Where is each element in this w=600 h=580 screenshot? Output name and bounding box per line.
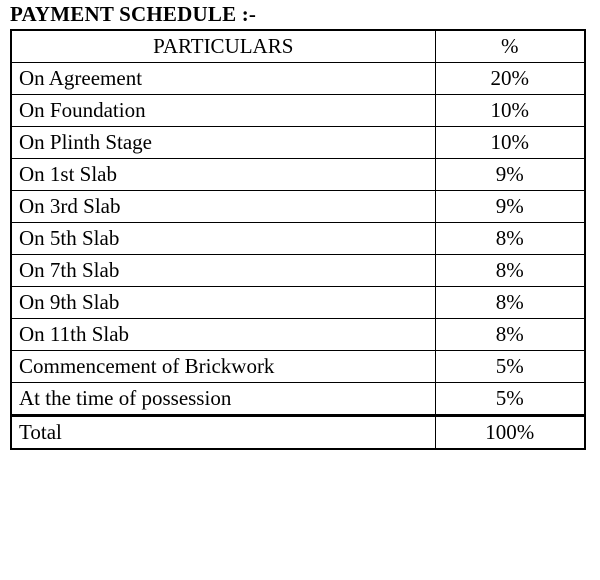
table-total-row: [11, 416, 585, 450]
table-row: [11, 63, 585, 95]
row-particulars: On Plinth Stage: [11, 127, 435, 159]
row-percent: 9%: [435, 159, 585, 191]
row-particulars: On 3rd Slab: [11, 191, 435, 223]
row-particulars: On 11th Slab: [11, 319, 435, 351]
table-body: [11, 30, 585, 449]
row-particulars: On 5th Slab: [11, 223, 435, 255]
row-percent: 5%: [435, 351, 585, 383]
table-row: [11, 191, 585, 223]
row-percent: 8%: [435, 287, 585, 319]
row-particulars: On 9th Slab: [11, 287, 435, 319]
column-header-particulars: PARTICULARS: [11, 30, 435, 63]
row-particulars: Commencement of Brickwork: [11, 351, 435, 383]
payment-schedule-table: [10, 29, 586, 450]
table-row: [11, 223, 585, 255]
row-particulars: On 7th Slab: [11, 255, 435, 287]
column-header-percent: %: [435, 30, 585, 63]
table-row: [11, 255, 585, 287]
row-percent: 10%: [435, 127, 585, 159]
table-row: [11, 127, 585, 159]
row-percent: 5%: [435, 383, 585, 416]
row-particulars: On Agreement: [11, 63, 435, 95]
row-particulars: On Foundation: [11, 95, 435, 127]
table-row: [11, 287, 585, 319]
table-row: [11, 351, 585, 383]
page-title: PAYMENT SCHEDULE :-: [10, 2, 257, 26]
total-percent: 100%: [435, 416, 585, 450]
table-row: [11, 95, 585, 127]
row-percent: 8%: [435, 255, 585, 287]
table-row: [11, 383, 585, 416]
table-row: [11, 159, 585, 191]
table-header-row: [11, 30, 585, 63]
row-percent: 8%: [435, 223, 585, 255]
row-particulars: At the time of possession: [11, 383, 435, 416]
row-percent: 9%: [435, 191, 585, 223]
row-percent: 20%: [435, 63, 585, 95]
row-percent: 10%: [435, 95, 585, 127]
total-label: Total: [11, 416, 435, 450]
row-percent: 8%: [435, 319, 585, 351]
row-particulars: On 1st Slab: [11, 159, 435, 191]
table-row: [11, 319, 585, 351]
